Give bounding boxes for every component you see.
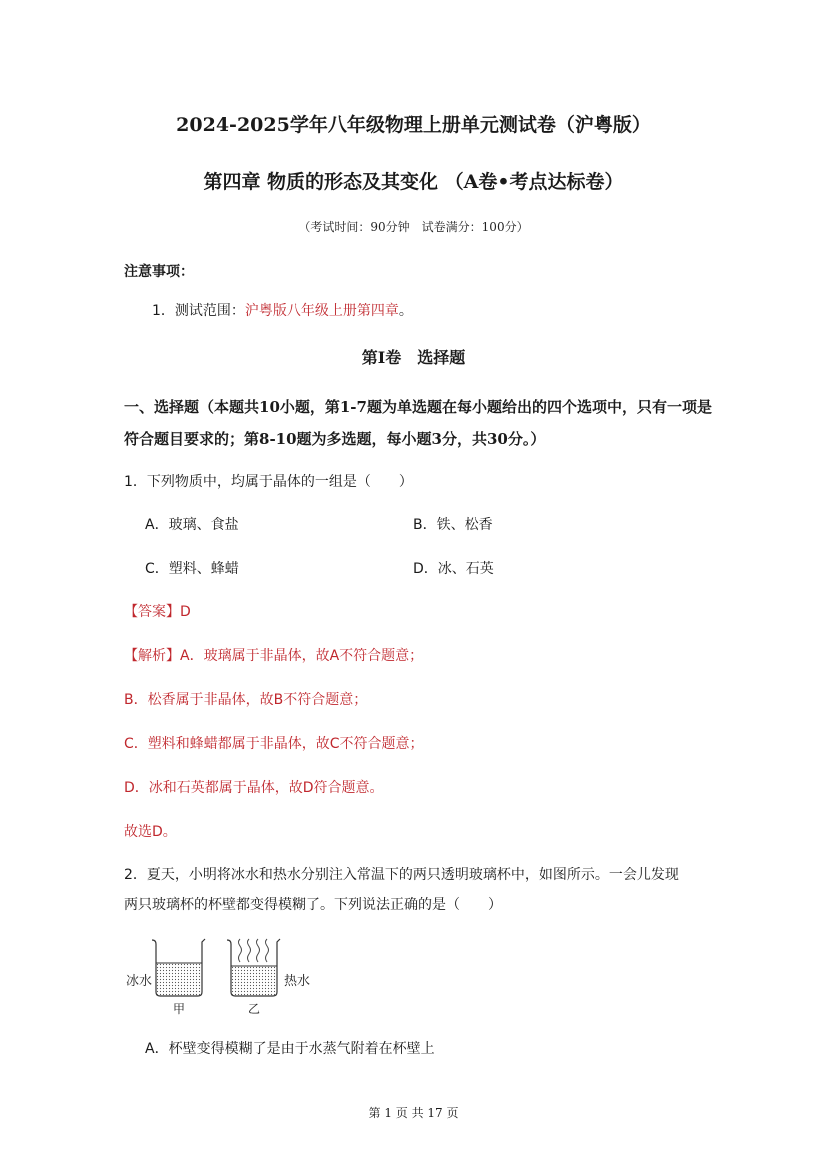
figure-caption-right: 乙 [248, 1002, 261, 1016]
question-1-analysis-line: 【解析】A．玻璃属于非晶体，故A不符合题意； [124, 648, 424, 664]
section-title: 第Ⅰ卷 选择题 [361, 348, 466, 367]
question-1-option-a: A．玻璃、食盐 [145, 517, 239, 533]
document-title: 2024-2025学年八年级物理上册单元测试卷（沪粤版） [176, 114, 651, 136]
section-instructions-line-1: 一、选择题（本题共10小题，第1-7题为单选题在每小题给出的四个选项中，只有一项是 [124, 398, 712, 416]
chapter-title: 第四章 物质的形态及其变化 （A卷•考点达标卷） [203, 171, 624, 193]
section-instructions-line-2: 符合题目要求的；第8-10题为多选题，每小题3分，共30分。） [124, 430, 546, 448]
hot-water-beaker [227, 939, 280, 996]
notice-item-1 [152, 300, 413, 320]
page-footer: 第 1 页 共 17 页 [368, 1106, 459, 1120]
ice-water-label: 冰水 [126, 974, 153, 989]
question-1-option-c: C．塑料、蜂蜡 [145, 561, 239, 577]
question-2-stem-line-2: 两只玻璃杯的杯壁都变得模糊了。下列说法正确的是（ ） [124, 897, 502, 913]
notice-heading: 注意事项： [124, 264, 194, 280]
beakers-figure [120, 930, 320, 1020]
question-1-analysis-line: D．冰和石英都属于晶体，故D符合题意。 [124, 780, 384, 796]
hot-water-label: 热水 [284, 974, 311, 989]
notice-item-1-prefix: 1．测试范围： [152, 303, 245, 319]
question-1-analysis-line: C．塑料和蜂蜡都属于非晶体，故C不符合题意； [124, 736, 424, 752]
ice-water-beaker [152, 939, 205, 996]
question-1-option-b: B．铁、松香 [413, 517, 493, 533]
question-1-stem: 1．下列物质中，均属于晶体的一组是（ ） [124, 474, 413, 490]
question-1-analysis-line: 故选D。 [124, 824, 177, 840]
figure-caption-left: 甲 [173, 1002, 186, 1016]
question-1-answer: 【答案】D [124, 604, 191, 620]
notice-item-1-range: 沪粤版八年级上册第四章 [244, 303, 399, 319]
steam-icon [239, 939, 269, 962]
question-1-option-d: D．冰、石英 [413, 561, 494, 577]
question-1-analysis-line: B．松香属于非晶体，故B不符合题意； [124, 692, 368, 708]
exam-info: （考试时间：90分钟 试卷满分：100分） [298, 220, 529, 234]
question-2-stem-line-1: 2．夏天，小明将冰水和热水分别注入常温下的两只透明玻璃杯中，如图所示。一会儿发现 [124, 867, 679, 883]
question-2-option-a: A．杯壁变得模糊了是由于水蒸气附着在杯壁上 [145, 1041, 435, 1057]
notice-item-1-suffix: 。 [398, 303, 413, 319]
